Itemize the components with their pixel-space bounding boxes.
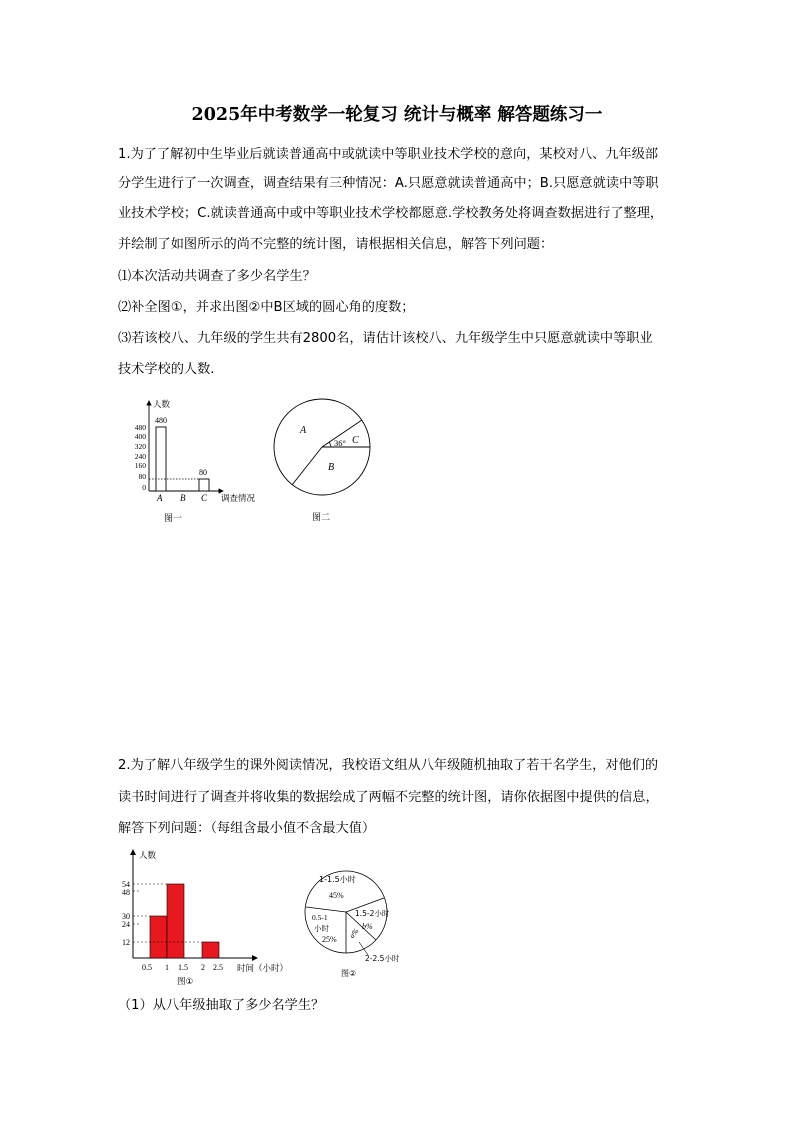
q1-line-4: 并绘制了如图所示的尚不完整的统计图，请根据相关信息，解答下列问题： [118,237,554,252]
y-axis-label: 人数 [153,400,171,410]
q2-line-2: 读书时间进行了调查并将收集的数据绘成了两幅不完整的统计图，请你依据图中提供的信息， [118,790,659,805]
q1-line-2: 分学生进行了一次调查，调查结果有三种情况：A.只愿意就读普通高中；B.只愿意就读中等职 [118,176,659,191]
q1-pie-chart [270,395,380,525]
q2-pie-chart [303,860,415,985]
q1-sub-1: ⑴本次活动共调查了多少名学生？ [118,269,316,284]
x-axis-label: 调查情况 [221,494,256,504]
y-tick: 54 [122,880,130,889]
q2-line-1: 2.为了解八年级学生的课外阅读情况，我校语文组从八年级随机抽取了若干名学生，对他们的 [118,758,659,773]
pie-label-b: B [328,462,335,473]
bar-c-label: 80 [199,468,207,477]
q1-bar-chart [125,393,265,528]
seg1-label: 1-1.5小时 [319,875,356,884]
x-tick-a: A [157,493,163,503]
q1-sub-2: ⑵补全图①，并求出图②中B区域的圆心角的度数； [118,300,415,315]
fig2-caption: 图② [341,969,357,978]
pie-label-c: C [352,435,359,446]
seg4-label: 2-2.5小时 [365,954,400,963]
fig2-caption: 图二 [312,513,331,523]
seg3-label: 0.5-1 [312,913,328,922]
seg2-label: 1.5-2小时 [355,909,390,918]
bar-0-5-1 [150,916,167,958]
bar-2-2-5 [202,942,219,958]
histogram-bars [150,884,219,958]
x-tick: 2 [201,963,205,972]
fig1-caption: 图一 [164,514,183,524]
x-tick-b: B [180,493,186,503]
y-tick-labels [135,423,147,492]
y-tick: 240 [134,452,146,461]
y-tick: 24 [122,920,130,929]
pie-label-a: A [300,425,307,436]
x-axis-label: 时间（小时） [237,964,289,974]
seg1-pct: 45% [329,891,344,900]
bar-a [156,427,166,491]
fig1-caption: 图① [177,977,194,987]
seg4-pct: a% [347,926,361,940]
q2-line-3: 解答下列问题：（每组含最小值不含最大值） [118,821,376,836]
seg2-pct: b% [362,922,373,931]
seg3-label-2: 小时 [314,924,329,933]
bar-c [199,479,209,491]
x-tick: 0.5 [142,963,152,972]
y-tick: 48 [122,888,130,897]
y-tick-labels [122,880,130,947]
q1-line-1: 1.为了了解初中生毕业后就读普通高中或就读中等职业技术学校的意向，某校对八、九年级部 [118,147,659,162]
seg3-pct: 25% [322,935,337,944]
pie-angle-label: 36° [334,438,346,448]
y-tick: 0 [142,483,146,492]
page-title: 2025年中考数学一轮复习 统计与概率 解答题练习一 [191,105,603,125]
bar-a-label: 480 [155,416,167,425]
y-tick: 30 [122,912,130,921]
x-tick-labels [142,963,223,972]
y-tick: 320 [134,442,146,451]
x-tick: 1.5 [178,963,188,972]
y-tick: 80 [138,472,146,481]
y-tick: 12 [122,938,130,947]
bar-1-1-5 [167,884,184,958]
y-tick: 400 [134,432,146,441]
q1-line-3: 业技术学校；C.就读普通高中或中等职业技术学校都愿意.学校教务处将调查数据进行了整理， [118,206,664,221]
y-tick: 160 [134,461,146,470]
x-tick: 2.5 [213,963,223,972]
y-axis-label: 人数 [139,851,157,861]
y-tick: 480 [134,423,146,432]
q2-histogram [115,846,300,988]
x-tick-c: C [201,493,208,503]
q1-sub-3: ⑶若该校八、九年级的学生共有2800名，请估计该校八、九年级学生中只愿意就读中等职业 [118,331,653,346]
x-tick: 1 [165,963,169,972]
q2-sub-1: （1）从八年级抽取了多少名学生？ [118,998,325,1013]
q1-sub-3-cont: 技术学校的人数. [118,362,215,377]
